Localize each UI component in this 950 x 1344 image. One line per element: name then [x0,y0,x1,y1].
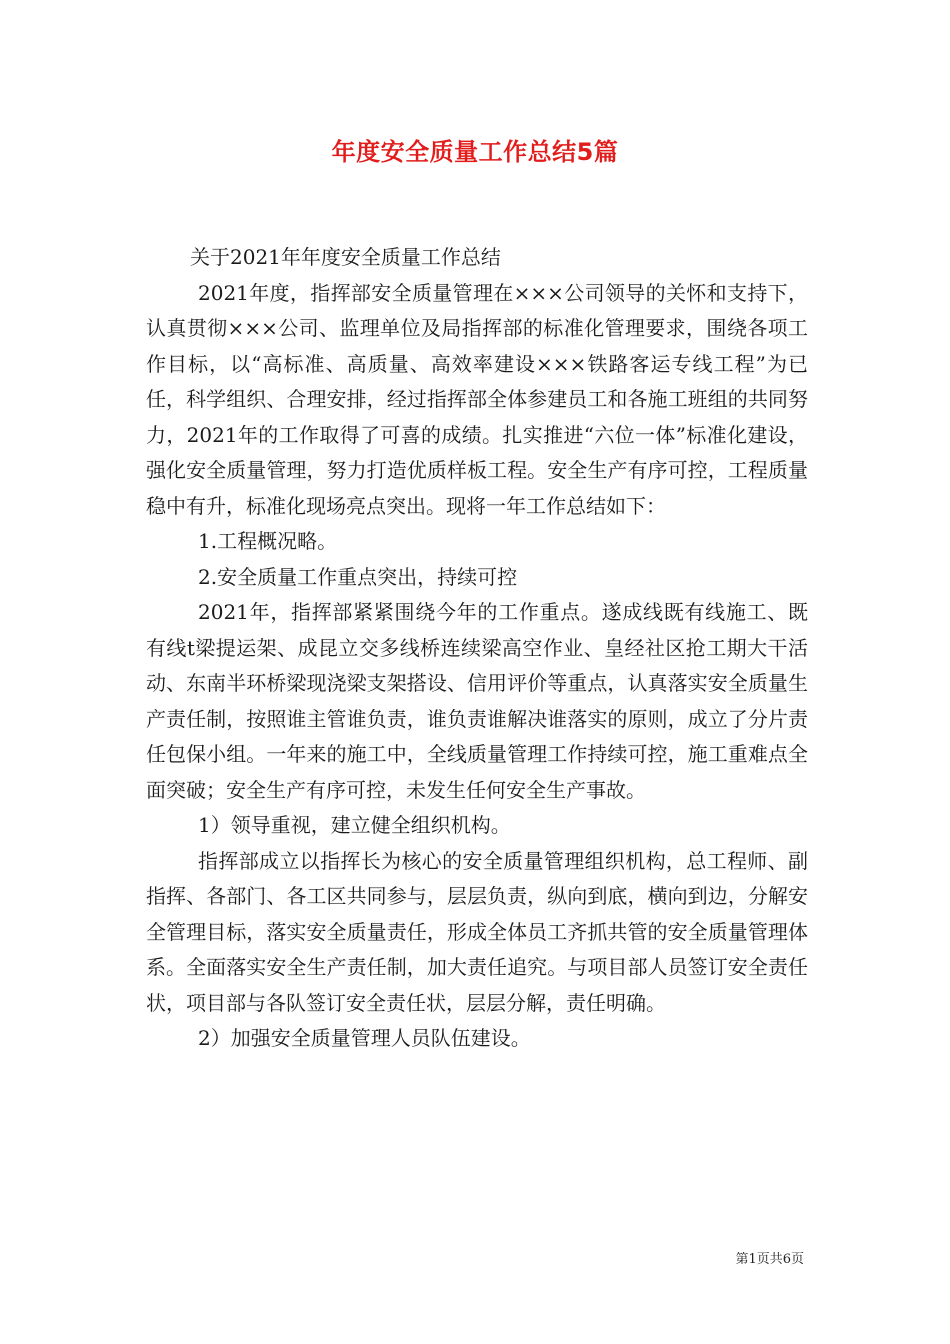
section-2-paragraph: 2021年，指挥部紧紧围绕今年的工作重点。遂成线既有线施工、既有线t梁提运架、成昆立交多线桥连续梁高空作业、皇经社区抢工期大干活动、东南半环桥梁现浇梁支架搭设、信用评价等重点，认真落实安全质量生产责任制，按照谁主管谁负责，谁负责谁解决谁落实的原则，成立了分片责任包保小组。一年来的施工中，全线质量管理工作持续可控，施工重难点全面突破；安全生产有序可控，未发生任何安全生产事故。 [146,600,808,802]
subsection-1-paragraph: 指挥部成立以指挥长为核心的安全质量管理组织机构，总工程师、副指挥、各部门、各工区共同参与，层层负责，纵向到底，横向到边，分解安全管理目标，落实安全质量责任，形成全体员工齐抓共管的安全质量管理体系。全面落实安全生产责任制，加大责任追究。与项目部人员签订安全责任状，项目部与各队签订安全责任状，层层分解，责任明确。 [146,848,808,1015]
section-heading-2: 2.安全质量工作重点突出，持续可控 [198,564,518,589]
intro-paragraph: 2021年度，指挥部安全质量管理在×××公司领导的关怀和支持下，认真贯彻×××公司、监理单位及局指挥部的标准化管理要求，围绕各项工作目标，以“高标准、高质量、高效率建设×××铁路客运专线工程”为已任，科学组织、合理安排，经过指挥部全体参建员工和各施工班组的共同努力，2021年的工作取得了可喜的成绩。扎实推进“六位一体”标准化建设，强化安全质量管理，努力打造优质样板工程。安全生产有序可控，工程质量稳中有升，标准化现场亮点突出。现将一年工作总结如下： [146,280,808,518]
document-title: 年度安全质量工作总结5篇 [331,138,619,166]
subsection-heading-1: 1）领导重视，建立健全组织机构。 [198,813,511,837]
subtitle-paragraph: 关于2021年年度安全质量工作总结 [190,245,501,269]
page-number: 第1页共6页 [735,1252,804,1267]
document-body [146,240,808,1057]
subsection-heading-2: 2）加强安全质量管理人员队伍建设。 [198,1026,531,1050]
section-heading-1: 1.工程概况略。 [198,529,338,553]
